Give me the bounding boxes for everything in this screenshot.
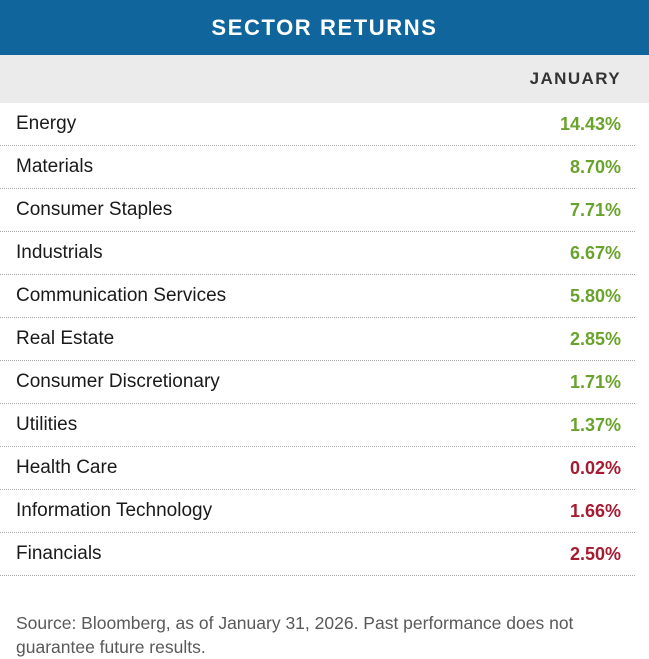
table-row bbox=[0, 447, 635, 490]
sector-return-value: 5.80% bbox=[569, 285, 621, 306]
table-row bbox=[0, 533, 635, 576]
table-row bbox=[0, 103, 635, 146]
sector-return-value: 0.02% bbox=[569, 457, 621, 478]
table-row bbox=[0, 189, 635, 232]
source-footnote: Source: Bloomberg, as of January 31, 2026. Past performance does not guarantee future results. bbox=[16, 612, 574, 657]
sector-label: Industrials bbox=[16, 242, 103, 263]
sector-label: Real Estate bbox=[16, 328, 115, 349]
table-header-row bbox=[0, 55, 649, 103]
sector-return-value: 1.71% bbox=[569, 371, 621, 392]
table-row bbox=[0, 404, 635, 447]
table-row bbox=[0, 275, 635, 318]
sector-return-value: 2.50% bbox=[569, 543, 621, 564]
sector-label: Utilities bbox=[16, 414, 78, 435]
sector-return-value: 1.66% bbox=[569, 500, 621, 521]
sector-return-value: 6.67% bbox=[569, 242, 621, 263]
sector-return-value: 7.71% bbox=[569, 199, 621, 220]
sector-return-value: 1.37% bbox=[569, 414, 621, 435]
table-row bbox=[0, 232, 635, 275]
sector-label: Materials bbox=[16, 156, 94, 177]
page-title: SECTOR RETURNS bbox=[211, 14, 438, 40]
column-header-january: JANUARY bbox=[529, 69, 621, 88]
sector-label: Financials bbox=[16, 543, 102, 564]
sector-label: Information Technology bbox=[16, 500, 213, 521]
sector-label: Energy bbox=[16, 113, 77, 134]
table-row bbox=[0, 146, 635, 189]
table-row bbox=[0, 361, 635, 404]
sector-label: Consumer Discretionary bbox=[16, 371, 220, 392]
sector-label: Health Care bbox=[16, 457, 118, 478]
sector-return-value: 2.85% bbox=[569, 328, 621, 349]
sector-return-value: 8.70% bbox=[569, 156, 621, 177]
table-row bbox=[0, 318, 635, 361]
table-title-bar bbox=[0, 0, 649, 55]
sector-label: Consumer Staples bbox=[16, 199, 173, 220]
table-row bbox=[0, 490, 635, 533]
sector-return-value: 14.43% bbox=[559, 113, 621, 134]
table-body bbox=[0, 103, 649, 595]
sector-label: Communication Services bbox=[16, 285, 227, 306]
